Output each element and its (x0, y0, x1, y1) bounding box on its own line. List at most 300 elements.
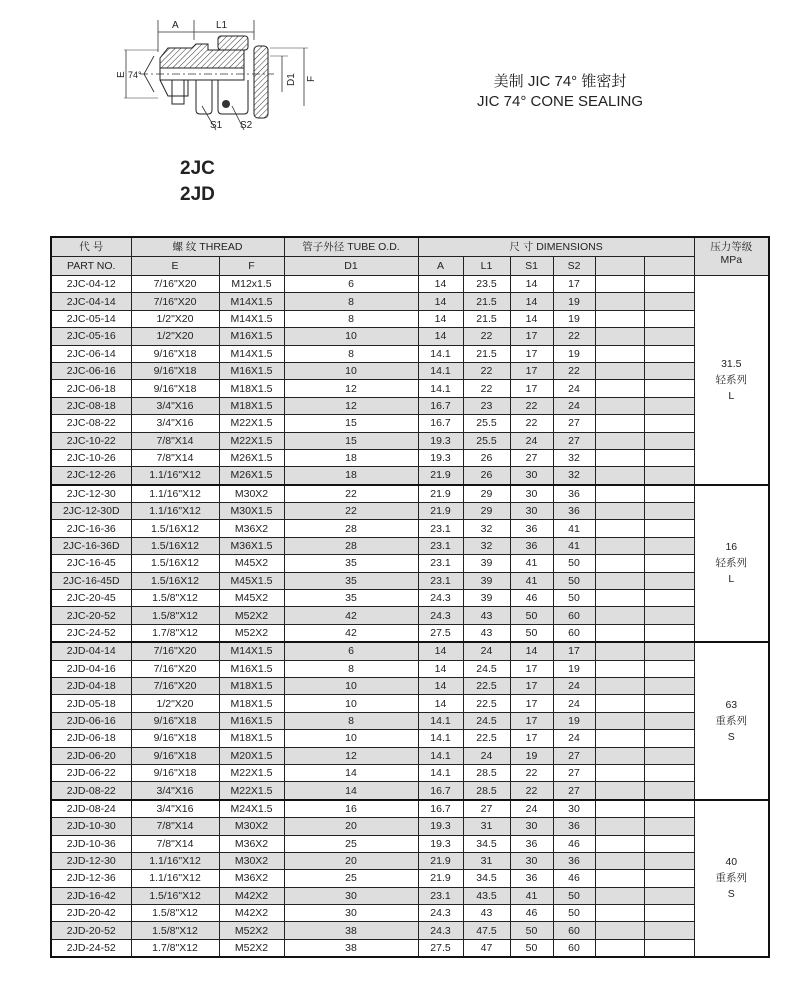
cell-thread-f: M16X1.5 (219, 362, 284, 379)
cell-blank (595, 607, 644, 624)
cell-blank (644, 887, 694, 904)
cell-part-no: 2JC-10-26 (51, 449, 131, 466)
cell-blank (644, 503, 694, 520)
cell-dim-s1: 22 (510, 764, 553, 781)
table-row (51, 624, 769, 642)
cell-thread-e: 9/16"X18 (131, 380, 219, 397)
cell-blank (595, 730, 644, 747)
cell-part-no: 2JD-12-36 (51, 870, 131, 887)
cell-dim-s1: 24 (510, 800, 553, 818)
cell-blank (595, 870, 644, 887)
cell-dim-s2: 50 (553, 887, 595, 904)
cell-dim-s2: 24 (553, 677, 595, 694)
table-row (51, 572, 769, 589)
cell-dim-s2: 36 (553, 503, 595, 520)
cell-dim-a: 14.1 (418, 380, 463, 397)
cell-dim-s1: 30 (510, 503, 553, 520)
cell-blank (595, 818, 644, 835)
cell-dim-a: 16.7 (418, 800, 463, 818)
cell-dim-s1: 30 (510, 467, 553, 485)
spec-table-body (51, 276, 769, 958)
cell-dim-s1: 22 (510, 415, 553, 432)
table-row (51, 695, 769, 712)
cell-thread-e: 1/2"X20 (131, 310, 219, 327)
cell-blank (644, 572, 694, 589)
cell-thread-e: 3/4"X16 (131, 415, 219, 432)
cell-thread-f: M36X2 (219, 520, 284, 537)
pressure-series-cn: 轻系列 (715, 373, 748, 386)
cell-blank (644, 555, 694, 572)
cell-part-no: 2JC-04-12 (51, 276, 131, 293)
cell-dim-s1: 14 (510, 310, 553, 327)
cell-dim-l1: 34.5 (463, 870, 510, 887)
cell-dim-s2: 32 (553, 449, 595, 466)
table-row (51, 432, 769, 449)
cell-dim-s2: 60 (553, 607, 595, 624)
cell-dim-a: 14 (418, 328, 463, 345)
cell-blank (644, 590, 694, 607)
cell-blank (595, 380, 644, 397)
cell-dim-l1: 39 (463, 590, 510, 607)
cell-blank (644, 276, 694, 293)
cell-blank (595, 852, 644, 869)
cell-blank (644, 380, 694, 397)
cell-tube-d1: 35 (284, 590, 418, 607)
cell-thread-f: M18X1.5 (219, 695, 284, 712)
cell-tube-d1: 10 (284, 677, 418, 694)
cell-dim-s2: 24 (553, 380, 595, 397)
table-row (51, 276, 769, 293)
pressure-value: 40 (725, 856, 738, 869)
pressure-value: 31.5 (721, 357, 742, 370)
cell-tube-d1: 6 (284, 642, 418, 660)
cell-blank (644, 537, 694, 554)
cell-dim-s1: 22 (510, 397, 553, 414)
cell-thread-f: M22X1.5 (219, 764, 284, 781)
label-a: A (172, 20, 179, 31)
cell-tube-d1: 8 (284, 310, 418, 327)
cell-dim-s2: 46 (553, 835, 595, 852)
header-tube: 管子外径 TUBE O.D. (284, 237, 418, 257)
cell-thread-e: 3/4"X16 (131, 782, 219, 800)
cell-dim-s2: 50 (553, 555, 595, 572)
cell-thread-f: M18X1.5 (219, 730, 284, 747)
cell-thread-f: M30X2 (219, 852, 284, 869)
table-row (51, 293, 769, 310)
table-row (51, 485, 769, 503)
cell-dim-s1: 27 (510, 449, 553, 466)
cell-dim-s2: 30 (553, 800, 595, 818)
cell-blank (595, 467, 644, 485)
cell-part-no: 2JD-20-42 (51, 905, 131, 922)
cell-thread-f: M30X2 (219, 485, 284, 503)
cell-dim-l1: 31 (463, 818, 510, 835)
cell-thread-f: M16X1.5 (219, 712, 284, 729)
label-l1: L1 (216, 20, 228, 31)
model-label-2jd: 2JD (180, 184, 215, 205)
pressure-series-cn: 重系列 (715, 714, 748, 727)
cell-thread-e: 9/16"X18 (131, 764, 219, 781)
table-row (51, 905, 769, 922)
cell-thread-e: 9/16"X18 (131, 747, 219, 764)
cell-tube-d1: 12 (284, 380, 418, 397)
table-row (51, 818, 769, 835)
cell-thread-f: M36X2 (219, 835, 284, 852)
cell-dim-l1: 26 (463, 449, 510, 466)
cell-blank (644, 624, 694, 642)
cell-blank (595, 503, 644, 520)
cell-thread-f: M52X2 (219, 607, 284, 624)
cell-thread-e: 9/16"X18 (131, 730, 219, 747)
cell-blank (644, 835, 694, 852)
cell-dim-s1: 46 (510, 905, 553, 922)
cell-tube-d1: 35 (284, 555, 418, 572)
cell-dim-s2: 24 (553, 730, 595, 747)
cell-blank (595, 345, 644, 362)
cell-dim-l1: 43.5 (463, 887, 510, 904)
table-row (51, 328, 769, 345)
cell-part-no: 2JC-04-14 (51, 293, 131, 310)
cell-thread-e: 1.5/8"X12 (131, 607, 219, 624)
cell-dim-s1: 17 (510, 345, 553, 362)
cell-dim-l1: 32 (463, 520, 510, 537)
cell-part-no: 2JC-10-22 (51, 432, 131, 449)
cell-part-no: 2JC-12-26 (51, 467, 131, 485)
cell-part-no: 2JC-05-16 (51, 328, 131, 345)
cell-tube-d1: 25 (284, 835, 418, 852)
cell-dim-s1: 30 (510, 818, 553, 835)
header-part-cn: 代 号 (51, 237, 131, 257)
header-thread: 螺 纹 THREAD (131, 237, 284, 257)
cell-part-no: 2JC-20-45 (51, 590, 131, 607)
cell-dim-s2: 17 (553, 276, 595, 293)
table-row (51, 449, 769, 466)
cell-thread-f: M22X1.5 (219, 432, 284, 449)
cell-part-no: 2JD-16-42 (51, 887, 131, 904)
cell-dim-a: 24.3 (418, 607, 463, 624)
cell-blank (644, 677, 694, 694)
cell-thread-e: 1.1/16"X12 (131, 852, 219, 869)
cell-dim-s2: 27 (553, 747, 595, 764)
cell-thread-e: 1.7/8"X12 (131, 939, 219, 957)
cell-part-no: 2JC-08-22 (51, 415, 131, 432)
cell-dim-a: 14 (418, 293, 463, 310)
cell-dim-a: 14 (418, 677, 463, 694)
cell-thread-e: 9/16"X18 (131, 345, 219, 362)
cell-thread-f: M52X2 (219, 922, 284, 939)
cell-blank (644, 939, 694, 957)
cell-thread-e: 3/4"X16 (131, 397, 219, 414)
cell-dim-s1: 19 (510, 747, 553, 764)
cell-dim-s1: 30 (510, 485, 553, 503)
label-e: E (116, 71, 127, 78)
cell-dim-l1: 39 (463, 555, 510, 572)
cell-tube-d1: 8 (284, 712, 418, 729)
header-blank-1 (595, 257, 644, 276)
cell-blank (644, 922, 694, 939)
cell-thread-e: 1.1/16"X12 (131, 870, 219, 887)
cell-dim-a: 23.1 (418, 572, 463, 589)
cell-tube-d1: 18 (284, 449, 418, 466)
cell-dim-s2: 19 (553, 293, 595, 310)
cell-dim-s1: 36 (510, 835, 553, 852)
cell-thread-e: 1.7/8"X12 (131, 624, 219, 642)
cell-dim-s1: 14 (510, 642, 553, 660)
title-english: JIC 74° CONE SEALING (476, 93, 644, 110)
cell-thread-f: M14X1.5 (219, 642, 284, 660)
cell-blank (595, 887, 644, 904)
table-row (51, 503, 769, 520)
cell-dim-a: 21.9 (418, 467, 463, 485)
cell-blank (595, 415, 644, 432)
cell-dim-s2: 50 (553, 572, 595, 589)
cell-dim-a: 19.3 (418, 818, 463, 835)
cell-dim-s1: 17 (510, 328, 553, 345)
cell-thread-e: 1.1/16"X12 (131, 467, 219, 485)
cell-thread-f: M30X2 (219, 818, 284, 835)
cell-part-no: 2JD-10-30 (51, 818, 131, 835)
cell-dim-s2: 19 (553, 712, 595, 729)
cell-tube-d1: 30 (284, 887, 418, 904)
cell-dim-s2: 22 (553, 362, 595, 379)
cell-blank (644, 607, 694, 624)
cell-thread-f: M18X1.5 (219, 677, 284, 694)
pressure-group-cell (694, 642, 769, 800)
cell-part-no: 2JD-06-22 (51, 764, 131, 781)
cell-thread-f: M22X1.5 (219, 415, 284, 432)
cell-dim-a: 14 (418, 695, 463, 712)
cell-dim-s2: 27 (553, 764, 595, 781)
cell-dim-l1: 29 (463, 485, 510, 503)
cell-part-no: 2JD-10-36 (51, 835, 131, 852)
cell-dim-a: 14.1 (418, 747, 463, 764)
cell-blank (595, 362, 644, 379)
cell-thread-e: 1.1/16"X12 (131, 503, 219, 520)
cell-thread-e: 1.5/8"X12 (131, 590, 219, 607)
cell-dim-s1: 36 (510, 520, 553, 537)
cell-dim-s2: 17 (553, 642, 595, 660)
cell-tube-d1: 6 (284, 276, 418, 293)
table-row (51, 345, 769, 362)
cell-blank (644, 467, 694, 485)
cell-dim-s1: 17 (510, 677, 553, 694)
cell-thread-f: M45X1.5 (219, 572, 284, 589)
cell-dim-s2: 50 (553, 905, 595, 922)
cell-dim-l1: 34.5 (463, 835, 510, 852)
cell-dim-l1: 21.5 (463, 310, 510, 327)
cell-blank (644, 870, 694, 887)
table-row (51, 555, 769, 572)
cell-thread-e: 1.5/16X12 (131, 520, 219, 537)
cell-part-no: 2JC-06-14 (51, 345, 131, 362)
cell-dim-s1: 17 (510, 362, 553, 379)
cell-thread-f: M52X2 (219, 624, 284, 642)
cell-dim-s1: 17 (510, 695, 553, 712)
cell-dim-a: 14 (418, 276, 463, 293)
cell-dim-a: 27.5 (418, 624, 463, 642)
table-row (51, 415, 769, 432)
cell-blank (595, 922, 644, 939)
table-row (51, 922, 769, 939)
cell-tube-d1: 8 (284, 660, 418, 677)
cell-dim-s1: 14 (510, 293, 553, 310)
cell-dim-s1: 50 (510, 624, 553, 642)
cell-dim-s2: 24 (553, 695, 595, 712)
cell-thread-e: 1.5/8"X12 (131, 922, 219, 939)
cell-tube-d1: 10 (284, 695, 418, 712)
cell-dim-l1: 28.5 (463, 764, 510, 781)
cell-blank (595, 520, 644, 537)
cell-tube-d1: 10 (284, 730, 418, 747)
cell-blank (644, 449, 694, 466)
cell-tube-d1: 22 (284, 503, 418, 520)
cell-dim-s2: 60 (553, 922, 595, 939)
cell-dim-a: 19.3 (418, 449, 463, 466)
cell-blank (644, 328, 694, 345)
cell-blank (595, 712, 644, 729)
cell-thread-e: 7/16"X20 (131, 660, 219, 677)
cell-dim-l1: 47.5 (463, 922, 510, 939)
cell-dim-a: 14.1 (418, 362, 463, 379)
cell-thread-e: 1.5/16X12 (131, 555, 219, 572)
cell-thread-f: M12x1.5 (219, 276, 284, 293)
cell-dim-l1: 22 (463, 328, 510, 345)
cell-part-no: 2JD-08-24 (51, 800, 131, 818)
cell-blank (595, 432, 644, 449)
cell-part-no: 2JD-05-18 (51, 695, 131, 712)
cell-tube-d1: 15 (284, 415, 418, 432)
cell-tube-d1: 14 (284, 764, 418, 781)
cell-thread-e: 1.5/8"X12 (131, 905, 219, 922)
cell-thread-f: M36X1.5 (219, 537, 284, 554)
cell-dim-a: 23.1 (418, 520, 463, 537)
cell-dim-s2: 19 (553, 660, 595, 677)
cell-dim-l1: 43 (463, 624, 510, 642)
cell-dim-l1: 28.5 (463, 782, 510, 800)
cell-dim-l1: 27 (463, 800, 510, 818)
cell-tube-d1: 28 (284, 537, 418, 554)
cell-blank (644, 747, 694, 764)
table-row (51, 590, 769, 607)
cell-dim-l1: 21.5 (463, 345, 510, 362)
header-pressure (694, 237, 769, 276)
cell-dim-s1: 30 (510, 852, 553, 869)
table-row (51, 520, 769, 537)
table-row (51, 642, 769, 660)
cell-part-no: 2JD-12-30 (51, 852, 131, 869)
header-d1: D1 (284, 257, 418, 276)
cell-dim-l1: 32 (463, 537, 510, 554)
cell-part-no: 2JC-20-52 (51, 607, 131, 624)
cell-blank (644, 345, 694, 362)
table-row (51, 467, 769, 485)
cell-dim-a: 24.3 (418, 590, 463, 607)
cell-part-no: 2JC-06-18 (51, 380, 131, 397)
cell-blank (595, 537, 644, 554)
cell-tube-d1: 18 (284, 467, 418, 485)
cell-part-no: 2JC-16-36D (51, 537, 131, 554)
cell-part-no: 2JD-20-52 (51, 922, 131, 939)
cell-tube-d1: 15 (284, 432, 418, 449)
cell-dim-s1: 50 (510, 922, 553, 939)
cell-part-no: 2JD-06-20 (51, 747, 131, 764)
cell-dim-s2: 46 (553, 870, 595, 887)
cell-thread-e: 1/2"X20 (131, 328, 219, 345)
cell-thread-f: M42X2 (219, 905, 284, 922)
cell-tube-d1: 14 (284, 782, 418, 800)
cell-blank (595, 485, 644, 503)
cell-dim-s2: 27 (553, 415, 595, 432)
cell-thread-f: M52X2 (219, 939, 284, 957)
cell-blank (644, 310, 694, 327)
cell-tube-d1: 10 (284, 362, 418, 379)
cell-tube-d1: 38 (284, 922, 418, 939)
table-row (51, 677, 769, 694)
cell-thread-f: M18X1.5 (219, 397, 284, 414)
cell-blank (644, 293, 694, 310)
table-row (51, 362, 769, 379)
header-blank-2 (644, 257, 694, 276)
cell-blank (644, 730, 694, 747)
cell-dim-s1: 14 (510, 276, 553, 293)
cell-part-no: 2JC-16-45D (51, 572, 131, 589)
model-label-2jc: 2JC (180, 158, 215, 179)
cell-dim-l1: 21.5 (463, 293, 510, 310)
cell-blank (644, 905, 694, 922)
label-s2: S2 (240, 120, 253, 131)
cell-blank (644, 642, 694, 660)
cell-blank (644, 800, 694, 818)
cell-blank (595, 764, 644, 781)
cell-blank (595, 905, 644, 922)
cell-thread-f: M45X2 (219, 590, 284, 607)
cell-thread-f: M20X1.5 (219, 747, 284, 764)
cell-tube-d1: 8 (284, 293, 418, 310)
cell-thread-e: 7/8"X14 (131, 835, 219, 852)
cell-thread-f: M16X1.5 (219, 328, 284, 345)
cell-dim-l1: 23 (463, 397, 510, 414)
table-row (51, 800, 769, 818)
cell-thread-f: M14X1.5 (219, 310, 284, 327)
cell-thread-e: 1.5/16X12 (131, 572, 219, 589)
cell-blank (644, 818, 694, 835)
header-pressure-cn: 压力等级 (710, 241, 753, 253)
cell-tube-d1: 12 (284, 747, 418, 764)
cell-dim-a: 14.1 (418, 712, 463, 729)
cell-thread-f: M22X1.5 (219, 782, 284, 800)
cell-tube-d1: 22 (284, 485, 418, 503)
cell-thread-e: 9/16"X18 (131, 712, 219, 729)
header-s1: S1 (510, 257, 553, 276)
cell-dim-a: 19.3 (418, 835, 463, 852)
cell-tube-d1: 42 (284, 607, 418, 624)
cell-dim-s1: 17 (510, 730, 553, 747)
cell-blank (644, 712, 694, 729)
cell-dim-a: 24.3 (418, 922, 463, 939)
table-row (51, 310, 769, 327)
cell-blank (595, 939, 644, 957)
cell-dim-a: 16.7 (418, 415, 463, 432)
cell-blank (595, 695, 644, 712)
pressure-group-cell (694, 485, 769, 643)
cell-part-no: 2JD-04-18 (51, 677, 131, 694)
cell-dim-s1: 41 (510, 555, 553, 572)
cell-tube-d1: 20 (284, 852, 418, 869)
cell-dim-s1: 17 (510, 712, 553, 729)
spec-table (50, 236, 770, 958)
cell-blank (644, 695, 694, 712)
cell-thread-f: M42X2 (219, 887, 284, 904)
